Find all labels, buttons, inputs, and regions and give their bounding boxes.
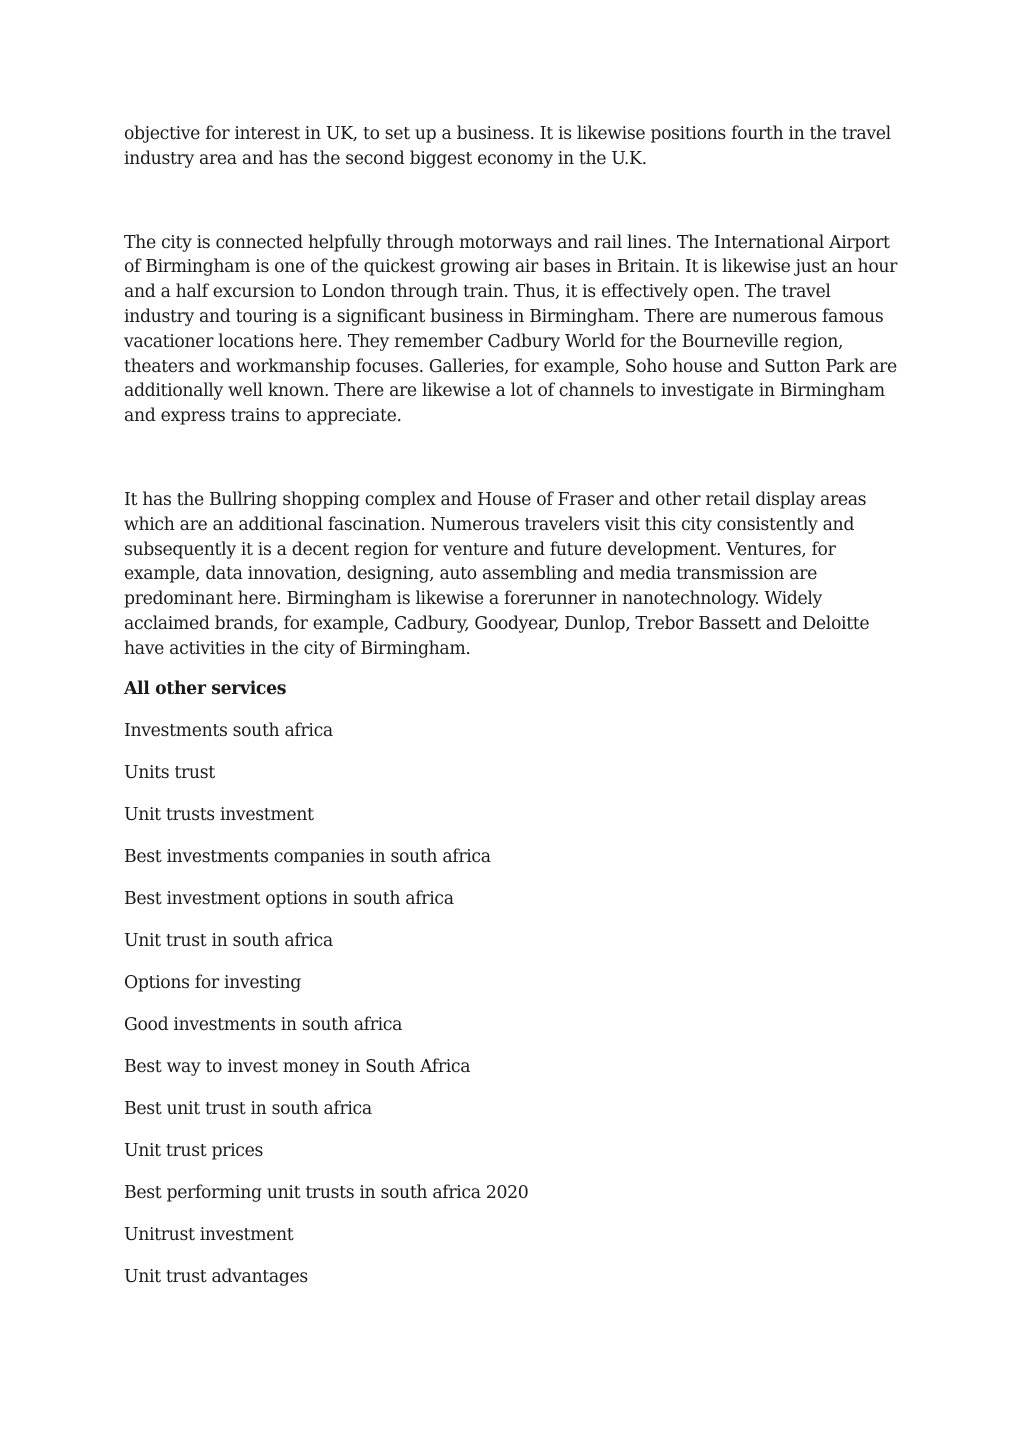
list-item: Unit trusts investment [124, 804, 314, 825]
list-item: Unitrust investment [124, 1224, 294, 1245]
list-item: Best performing unit trusts in south africa 2020 [124, 1182, 529, 1203]
document-page [124, 122, 904, 1307]
list-item: Unit trust in south africa [124, 930, 333, 951]
list-item: Best investment options in south africa [124, 888, 454, 909]
list-item: Best unit trust in south africa [124, 1098, 372, 1119]
paragraph-business: It has the Bullring shopping complex and House of Fraser and other retail display areas which are an additional fascination. Numerous travelers visit this city consistently and subsequently it is a decent region for venture and future development. Ventures, for example, data innovation, designing, auto assembling and media transmission are predominant here. Birmingham is likewise a forerunner in nanotechnology. Widely acclaimed brands, for example, Cadbury, Goodyear, Dunlop, Trebor Bassett and Deloitte have activities in the city of Birmingham. [124, 489, 870, 659]
list-item: Options for investing [124, 972, 301, 993]
list-item: Best way to invest money in South Africa [124, 1056, 471, 1077]
list-item: Unit trust prices [124, 1140, 263, 1161]
services-heading: All other services [124, 678, 287, 699]
list-item: Investments south africa [124, 720, 333, 741]
services-list [124, 719, 904, 1289]
list-item: Units trust [124, 762, 215, 783]
list-item: Unit trust advantages [124, 1266, 308, 1287]
list-item: Good investments in south africa [124, 1014, 403, 1035]
paragraph-connectivity: The city is connected helpfully through motorways and rail lines. The International Airport of Birmingham is one of the quickest growing air bases in Britain. It is likewise just an hour and a half excursion to London through train. Thus, it is effectively open. The travel industry and touring is a significant business in Birmingham. There are numerous famous vacationer locations here. They remember Cadbury World for the Bourneville region, theaters and workmanship focuses. Galleries, for example, Soho house and Sutton Park are additionally well known. There are likewise a lot of channels to investigate in Birmingham and express trains to appreciate. [124, 232, 898, 427]
list-item: Best investments companies in south africa [124, 846, 491, 867]
paragraph-intro: objective for interest in UK, to set up a business. It is likewise positions fourth in the travel industry area and has the second biggest economy in the U.K. [124, 124, 891, 169]
